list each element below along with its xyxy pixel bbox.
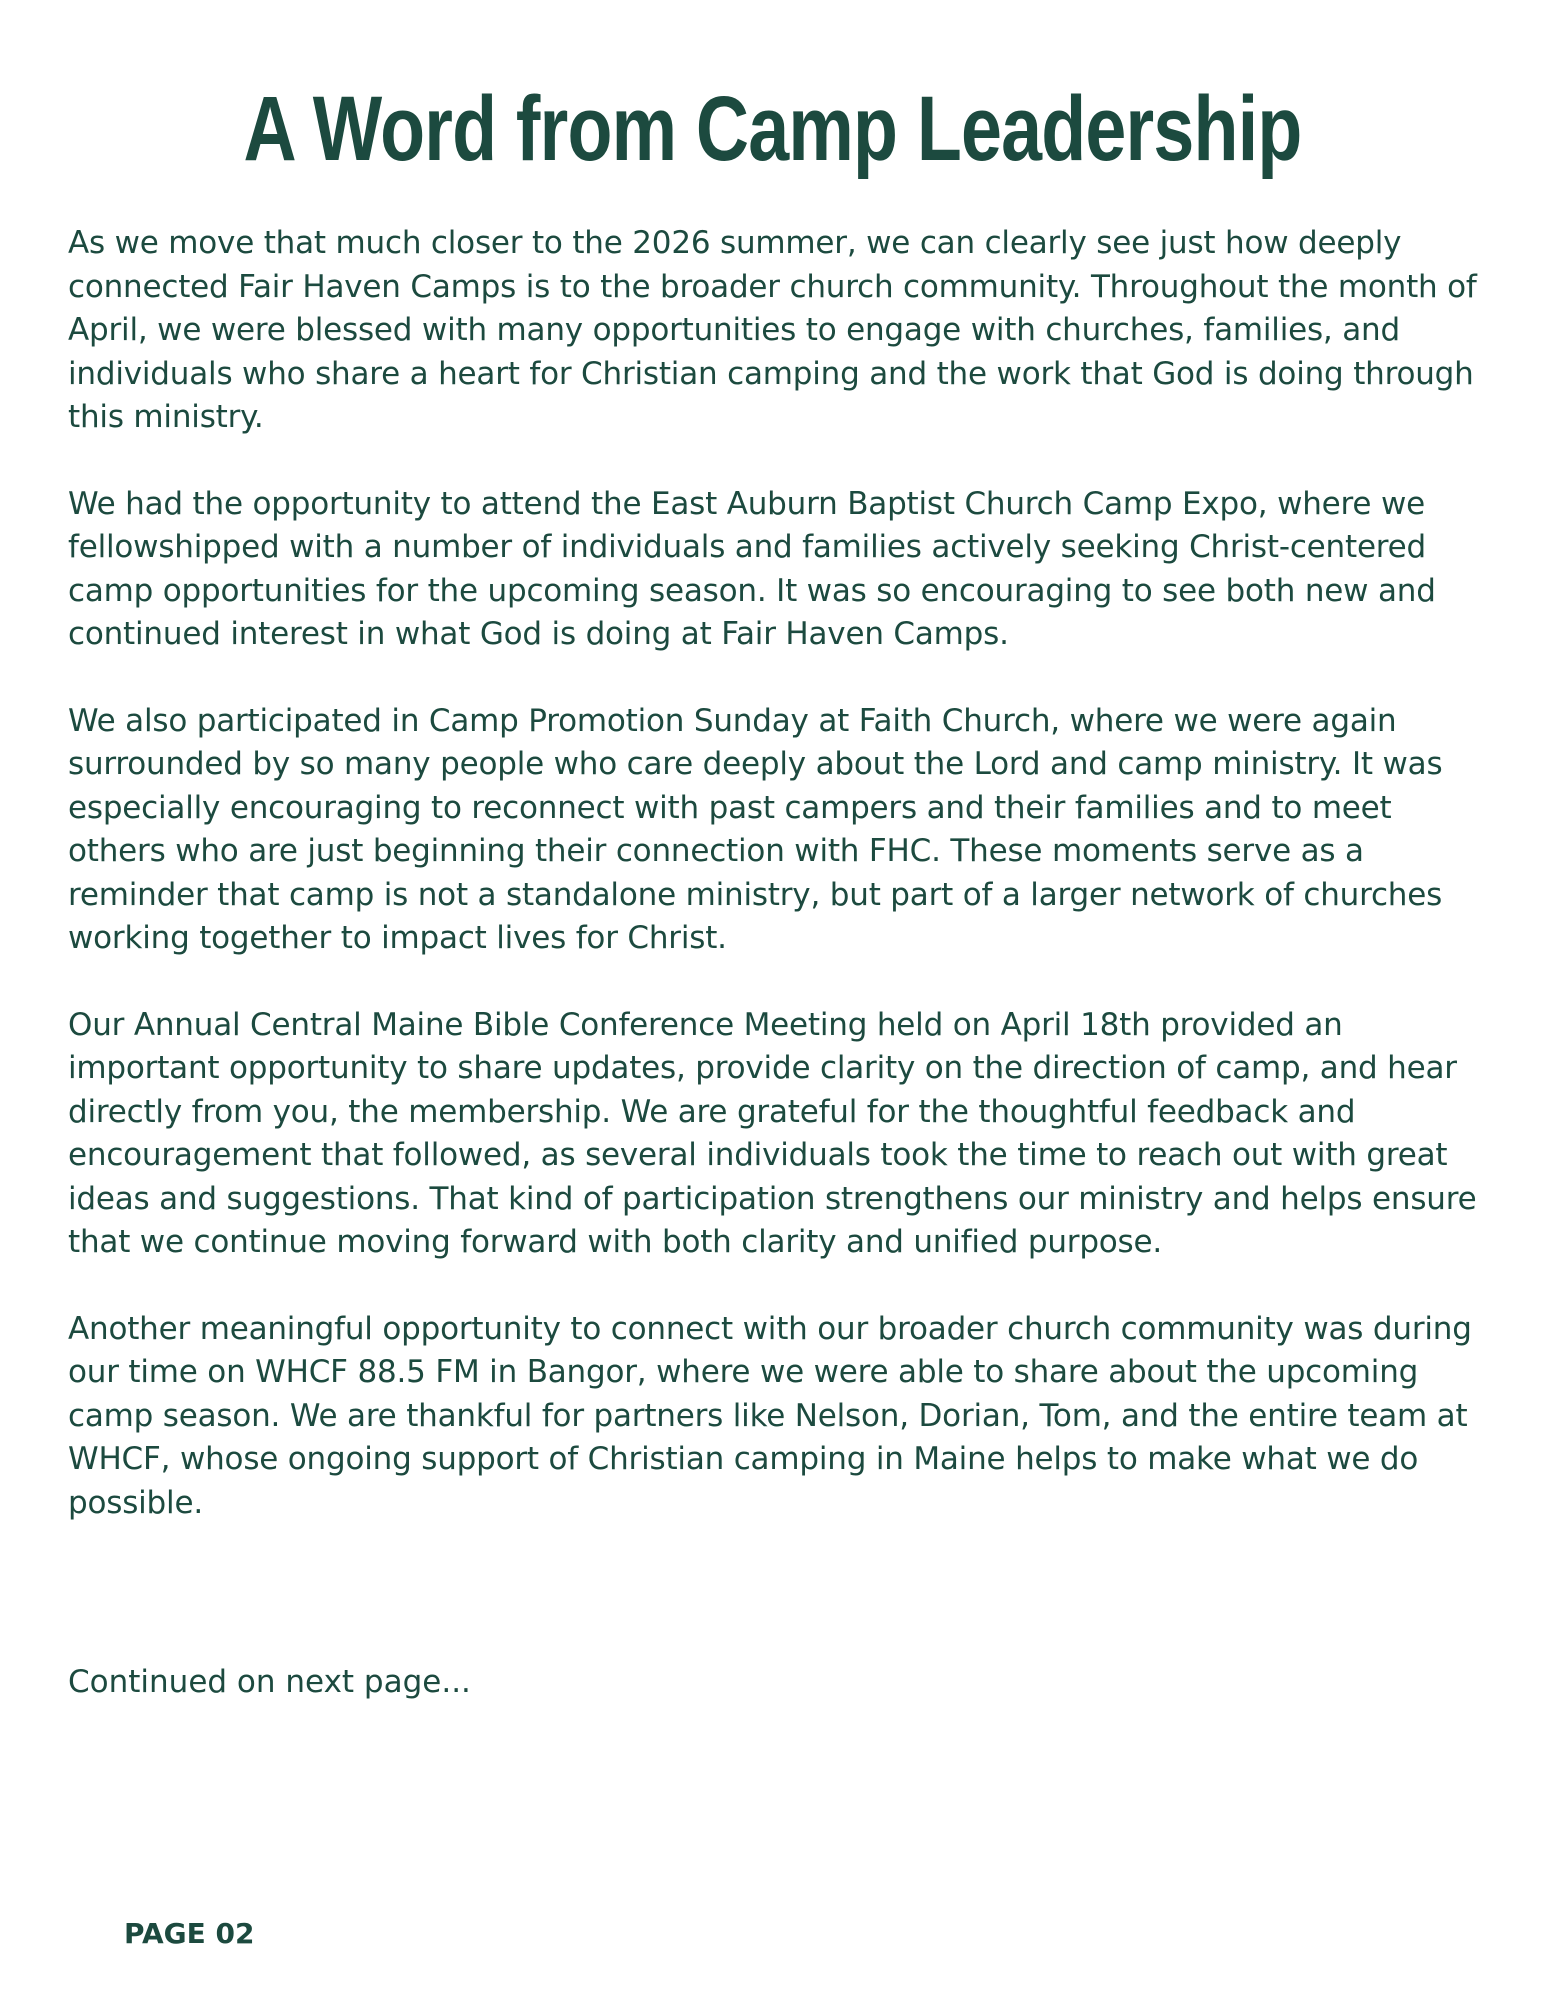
paragraph-intro: As we move that much closer to the 2026 summer, we can clearly see just how deeply connected Fair Haven Camps is to the broader church community. Throughout the month of April, we were blessed with many opportunities to engage with churches, families, and individuals who share a heart for Christian camping and the work that God is doing through this ministry. (68, 225, 1477, 435)
paragraph-promotion-sunday: We also participated in Camp Promotion Sunday at Faith Church, where we were again surrounded by so many people who care deeply about the Lord and camp ministry. It was especially encouraging to reconnect with past campers and their families and to meet others who are just beginning their connection with FHC. These moments serve as a reminder that camp is not a standalone ministry, but part of a larger network of churches working together to impact lives for Christ. (68, 702, 1443, 956)
page-number: PAGE 02 (124, 1917, 255, 1950)
page-title: A Word from Camp Leadership (243, 78, 1302, 180)
article-body (68, 222, 1488, 1568)
paragraph-annual-meeting: Our Annual Central Maine Bible Conference Meeting held on April 18th provided an important opportunity to share updates, provide clarity on the direction of camp, and hear directly from you, the membership. We are grateful for the thoughtful feedback and encouragement that followed, as several individuals took the time to reach out with great ideas and suggestions. That kind of participation strengthens our ministry and helps ensure that we continue moving forward with both clarity and unified purpose. (68, 1006, 1477, 1260)
paragraph-camp-expo: We had the opportunity to attend the East Auburn Baptist Church Camp Expo, where we fellowshipped with a number of individuals and families actively seeking Christ-centered camp opportunities for the upcoming season. It was so encouraging to see both new and continued interest in what God is doing at Fair Haven Camps. (68, 485, 1436, 652)
continued-note: Continued on next page... (68, 1664, 471, 1700)
paragraph-radio: Another meaningful opportunity to connect with our broader church community was during our time on WHCF 88.5 FM in Bangor, where we were able to share about the upcoming camp season. We are thankful for partners like Nelson, Dorian, Tom, and the entire team at WHCF, whose ongoing support of Christian camping in Maine helps to make what we do possible. (68, 1310, 1472, 1521)
